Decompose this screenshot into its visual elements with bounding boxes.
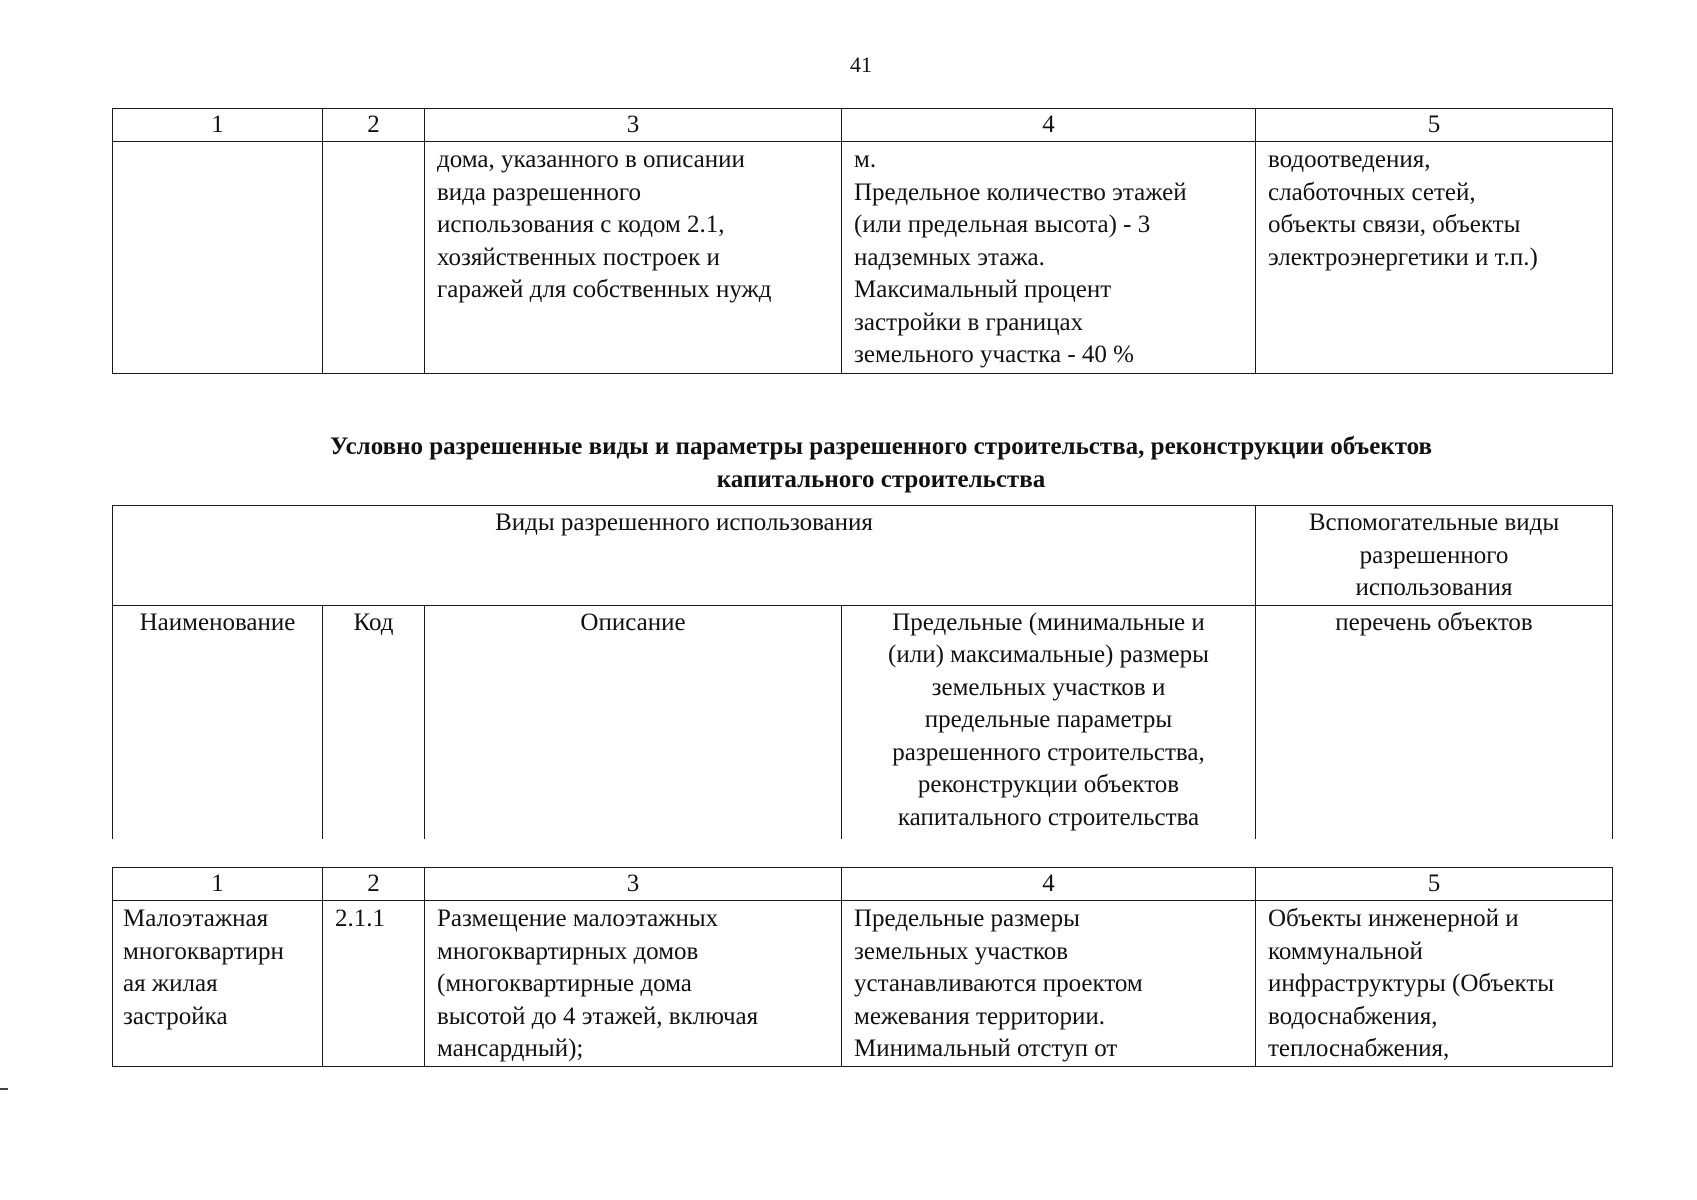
column-number-row	[113, 109, 1613, 142]
cell-code	[323, 142, 425, 374]
group-header-row	[113, 506, 1613, 606]
cell-auxiliary: водоотведения, слаботочных сетей, объекты связи, объекты электроэнергетики и т.п.)	[1256, 142, 1613, 374]
header-description: Описание	[425, 605, 842, 839]
continuation-table	[112, 108, 1613, 374]
header-auxiliary: перечень объектов	[1256, 605, 1613, 839]
column-number-1: 1	[113, 868, 323, 901]
column-number-1: 1	[113, 109, 323, 142]
header-table	[112, 505, 1613, 839]
table-row	[113, 142, 1613, 374]
cell-auxiliary: Объекты инженерной и коммунальной инфраструктуры (Объекты водоснабжения, теплоснабжения,	[1256, 901, 1613, 1067]
column-number-4: 4	[842, 109, 1256, 142]
page-number: 41	[850, 52, 872, 77]
section-heading-line-2: капитального строительства	[716, 466, 1046, 493]
data-table	[112, 867, 1613, 1067]
column-number-2: 2	[323, 868, 425, 901]
column-header-row	[113, 605, 1613, 839]
column-number-2: 2	[323, 109, 425, 142]
cell-name: Малоэтажная многоквартирн ая жилая застройка	[113, 901, 323, 1067]
cell-description: Размещение малоэтажных многоквартирных домов (многоквартирные дома высотой до 4 этажей, включая мансардный);	[425, 901, 842, 1067]
header-parameters: Предельные (минимальные и (или) максимальные) размеры земельных участков и предельные параметры разрешенного строительства, реконструкции объектов капитального строительства	[842, 605, 1256, 839]
group-main-header: Виды разрешенного использования	[113, 506, 1256, 606]
section-heading-line-1: Условно разрешенные виды и параметры разрешенного строительства, реконструкции объектов	[329, 433, 1433, 460]
cell-parameters: м. Предельное количество этажей (или предельная высота) - 3 надземных этажа. Максимальный процент застройки в границах земельного участка - 40 %	[842, 142, 1256, 374]
margin-mark	[0, 1088, 8, 1090]
section-heading	[112, 430, 1650, 496]
cell-description: дома, указанного в описании вида разрешенного использования с кодом 2.1, хозяйственных построек и гаражей для собственных нужд	[425, 142, 842, 374]
column-number-5: 5	[1256, 109, 1613, 142]
header-name: Наименование	[113, 605, 323, 839]
cell-code: 2.1.1	[323, 901, 425, 1067]
header-code: Код	[323, 605, 425, 839]
group-auxiliary-header: Вспомогательные виды разрешенного использования	[1256, 506, 1613, 606]
cell-name	[113, 142, 323, 374]
column-number-4: 4	[842, 868, 1256, 901]
column-number-5: 5	[1256, 868, 1613, 901]
column-number-row	[113, 868, 1613, 901]
table-row	[113, 901, 1613, 1067]
column-number-3: 3	[425, 109, 842, 142]
cell-parameters: Предельные размеры земельных участков устанавливаются проектом межевания территории. Минимальный отступ от	[842, 901, 1256, 1067]
column-number-3: 3	[425, 868, 842, 901]
